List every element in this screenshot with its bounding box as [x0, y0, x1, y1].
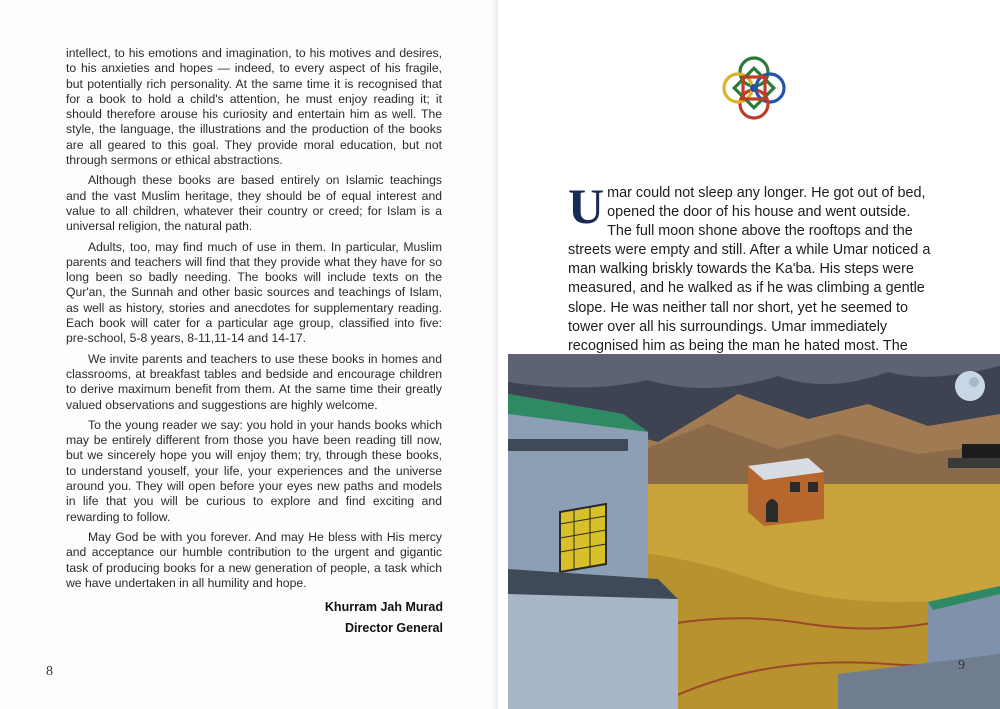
- moon-crater: [969, 377, 979, 387]
- doorway: [766, 499, 778, 522]
- page-number-left: 8: [46, 664, 53, 679]
- paragraph: May God be with you forever. And may He bless with His mercy and acceptance our humble contribution to the urgent and gigantic task of producing books for a new generation of people, a task which we have undertaken in all humility and hope.: [66, 529, 442, 590]
- paragraph: Although these books are based entirely on Islamic teachings and the vast Muslim heritage, they should be of equal interest and value to all children, whatever their country or creed; for Islam is a universal religion, the natural path.: [66, 173, 442, 234]
- window: [790, 482, 800, 492]
- page-number-right: 9: [958, 658, 965, 673]
- paragraph: intellect, to his emotions and imagination, to his motives and desires, to his anxieties and hopes — indeed, to every aspect of his fragile, but potentially rich personality. At the same time it is recognised that for a book to hold a child's attention, he must enjoy reading it; it should therefore arouse his curiosity and entertain him as well. The style, the language, the illustrations and the production of the books are all geared to this goal. They provide moral education, but not through sermons or ethical abstractions.: [66, 46, 442, 168]
- paragraph: Adults, too, may find much of use in them. In particular, Muslim parents and teachers will find that they provide what they have for so long been so badly needing. The books will include texts on the Qur'an, the Sunnah and other basic sources and teachings of Islam, as well as history, stories and anecdotes for supplementary reading. Each book will cater for a particular age group, classified into five: pre-school, 5-8 years, 8-11,11-14 and 14-17.: [66, 239, 442, 346]
- lattice-window: [560, 504, 606, 572]
- kaba-base: [948, 458, 1000, 468]
- left-page: [0, 0, 498, 709]
- signature-title: Director General: [345, 621, 443, 635]
- window: [808, 482, 818, 492]
- signature-name: Khurram Jah Murad: [324, 600, 443, 614]
- knot-ornament-icon: [718, 52, 790, 124]
- night-makka-illustration: [508, 354, 1000, 709]
- left-page-text: [66, 46, 442, 596]
- ledge: [508, 439, 628, 451]
- drop-cap: U: [568, 178, 605, 234]
- paragraph: We invite parents and teachers to use these books in homes and classrooms, at breakfast tables and bedside and encourage children to derive maximum benefit from them. At the same time their greatly valued observations and suggestions are highly welcome.: [66, 351, 442, 412]
- full-moon-icon: [955, 371, 985, 401]
- illustration-svg: [508, 354, 1000, 709]
- story-paragraph: mar could not sleep any longer. He got out of bed, opened the door of his house and went outside. The full moon shone above the rooftops and the streets were empty and still. After a while Umar noticed a man walking briskly towards the Ka'ba. His steps were measured, and he walked as if he was climbing a gentle slope. He was neither tall nor short, yet he seemed to tower over all his surroundings. Umar immediately recognised him as being the man he hated most. The: [568, 185, 931, 354]
- signature-block: [325, 597, 443, 639]
- paragraph: To the young reader we say: you hold in your hands books which may be entirely different from those you have been reading till now, but we sincerely hope you will enjoy them; try, through these books, to understand youself, your life, your experiences and the universe around you. They will open before your eyes new paths and models in life that you will be curious to explore and find exciting and rewarding to follow.: [66, 417, 442, 524]
